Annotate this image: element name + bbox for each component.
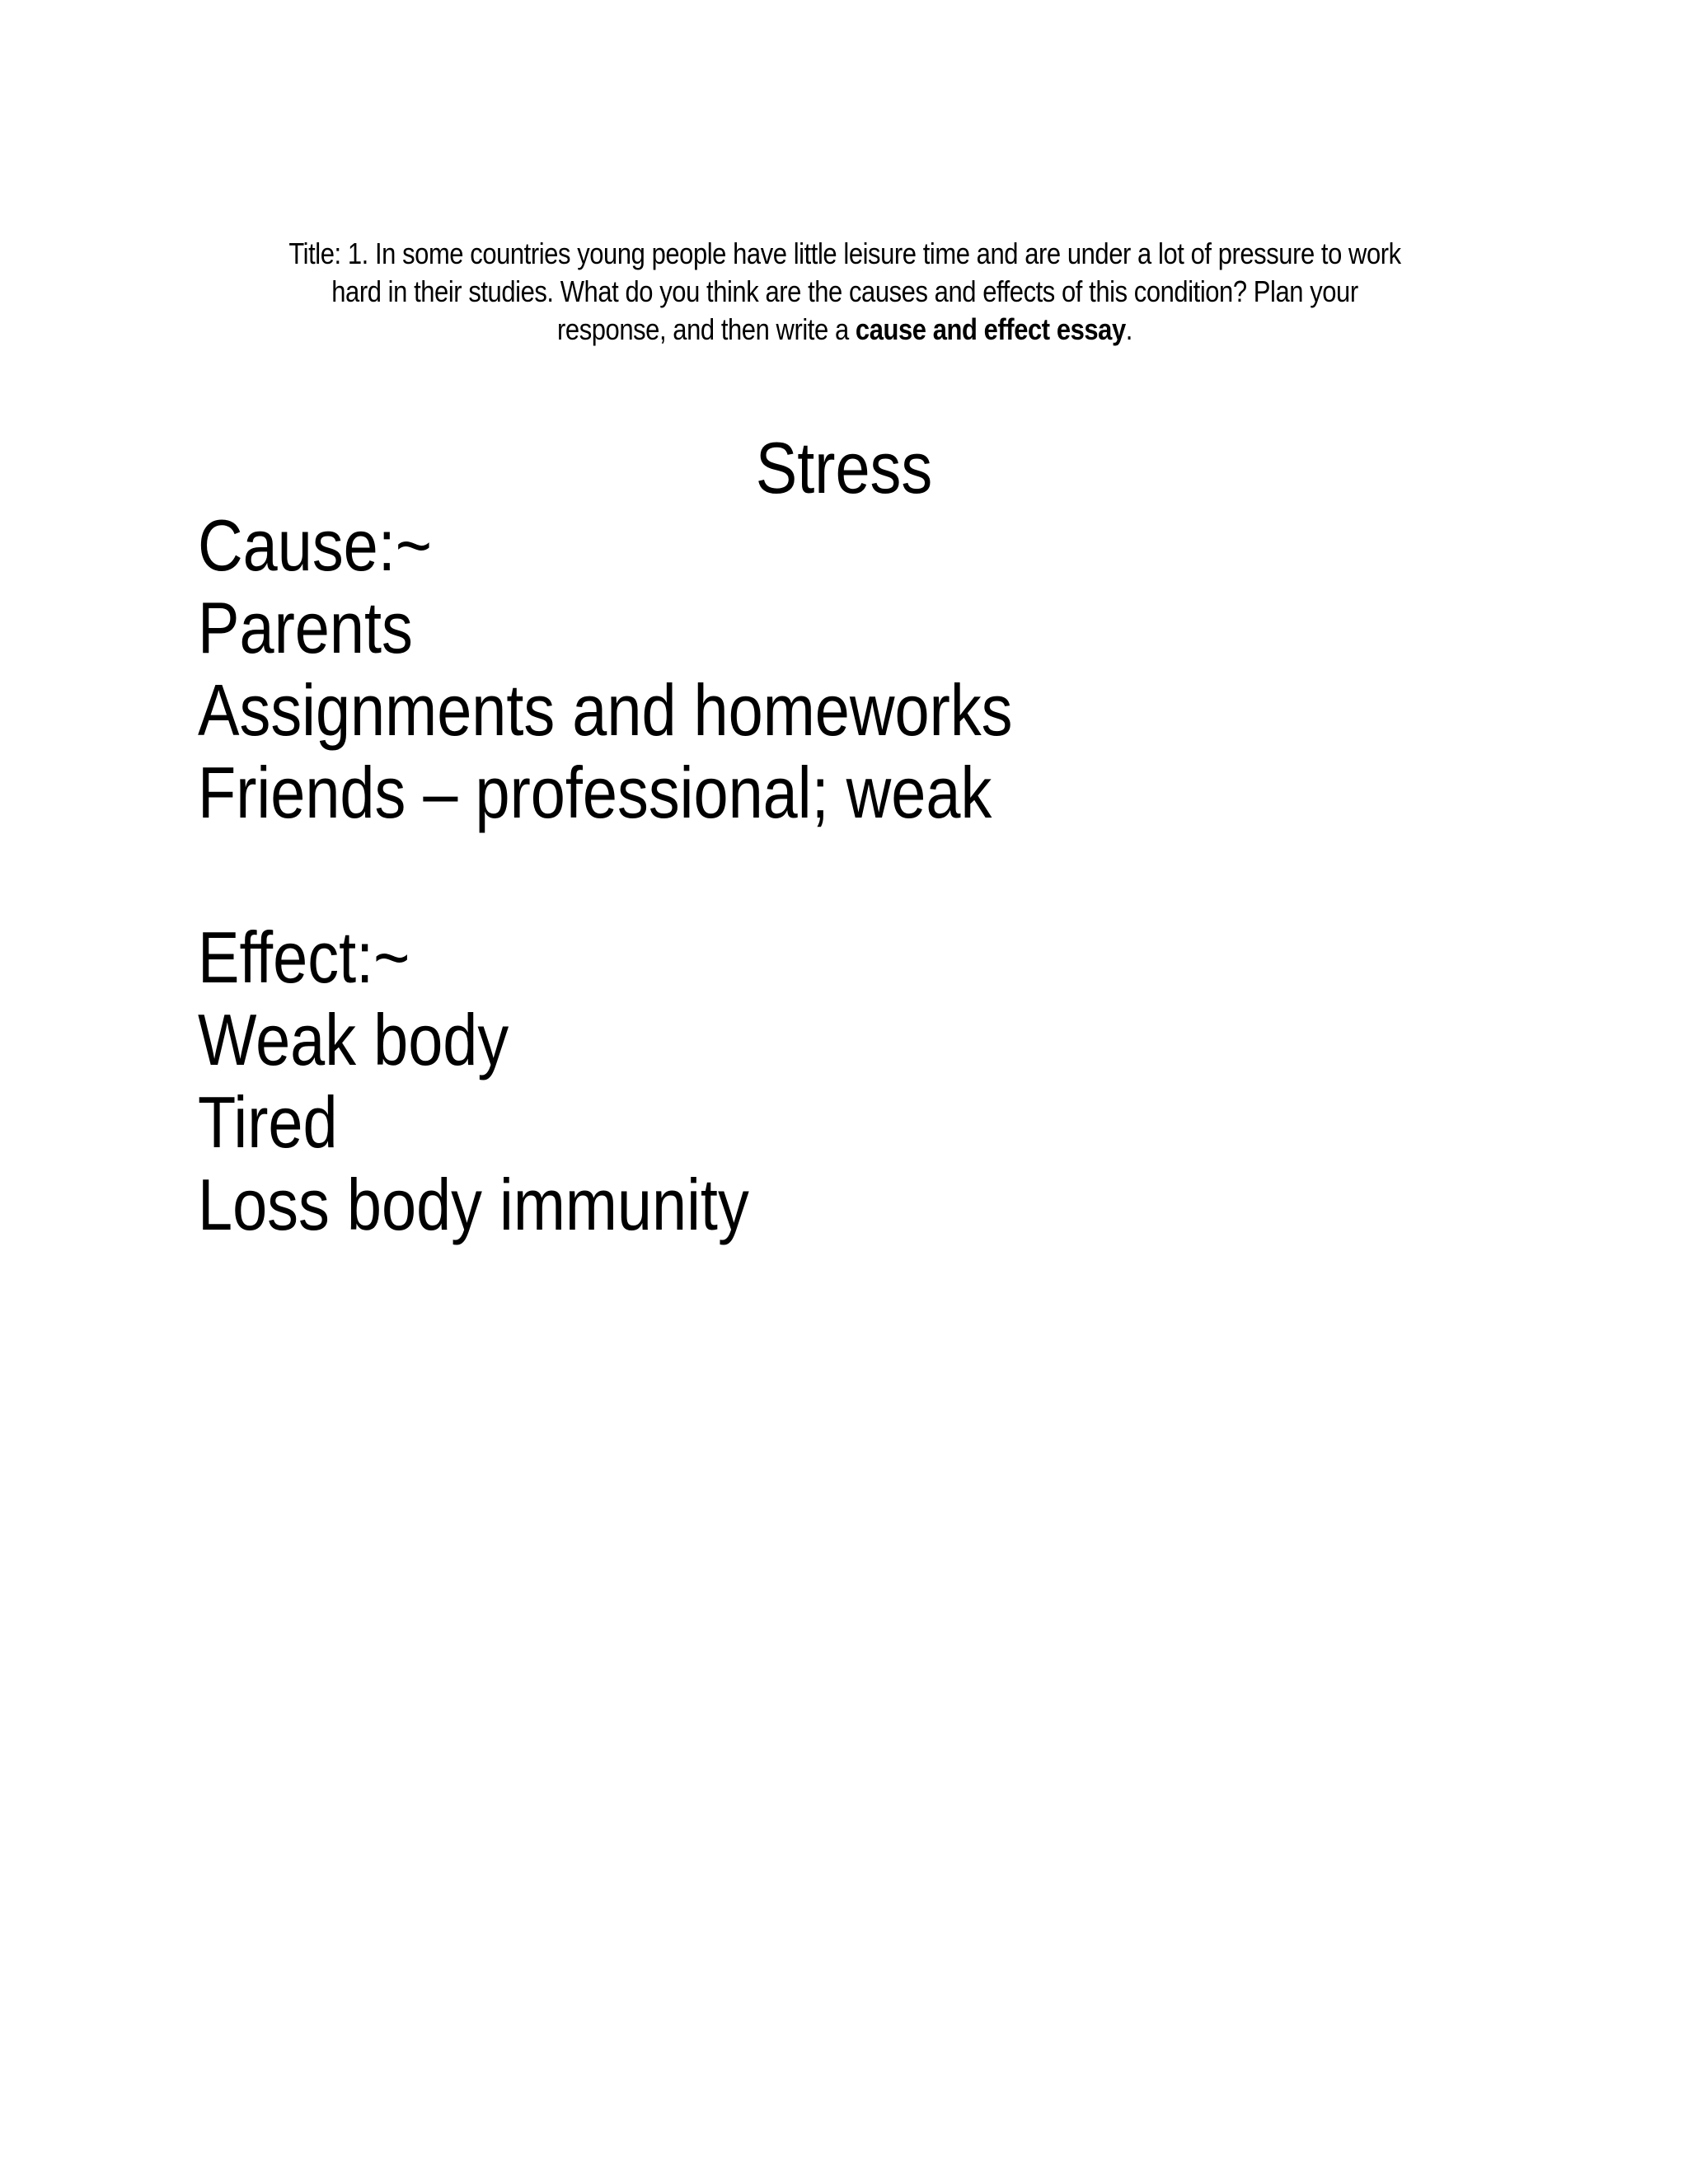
effect-item: Loss body immunity [198, 1164, 749, 1245]
notes-list [198, 504, 1332, 1246]
cause-label: Cause:~ [198, 504, 432, 586]
prompt-text: Title: 1. In some countries young people have little leisure time and are under a lot of pressure to work hard in their studies. What do you think are the causes and effects of this condition? Plan your response, and then write a [288, 237, 1401, 346]
cause-item: Friends – professional; weak [198, 752, 992, 833]
effect-label: Effect:~ [198, 916, 410, 998]
effect-item: Tired [198, 1081, 338, 1163]
prompt-end-text: . [1125, 312, 1132, 346]
page-heading: Stress [755, 427, 933, 509]
section-spacer [198, 834, 1332, 916]
effect-item: Weak body [198, 999, 509, 1080]
essay-prompt [281, 235, 1408, 349]
prompt-bold-text: cause and effect essay [855, 312, 1126, 346]
cause-item: Parents [198, 587, 413, 668]
cause-item: Assignments and homeworks [198, 669, 1013, 751]
